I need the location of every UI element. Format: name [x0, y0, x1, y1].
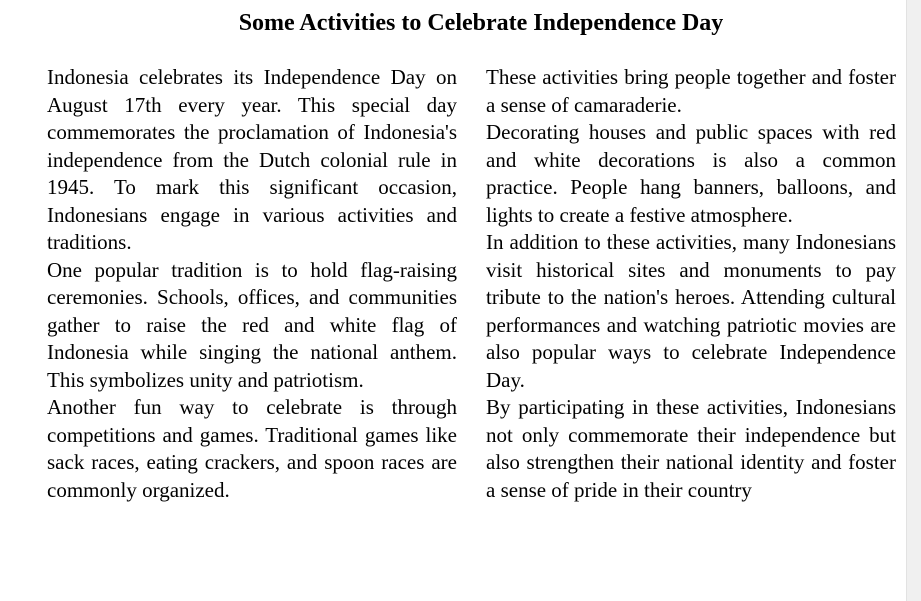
page-right-edge: [906, 0, 921, 601]
paragraph-historical-sites: In addition to these activities, many Indonesians visit historical sites and monuments to pay tribute to the nation's heroes. Attending cultural performances and watching patriotic movies are also popular ways to celebrate Independence Day.: [486, 230, 896, 392]
right-column: [486, 64, 896, 504]
paragraph-national-identity: By participating in these activities, Indonesians not only commemorate their independence but also strengthen their national identity and foster a sense of pride in their country: [486, 395, 896, 502]
paragraph-camaraderie: These activities bring people together and foster a sense of camaraderie.: [486, 65, 896, 117]
paragraph-flag-raising: One popular tradition is to hold flag-raising ceremonies. Schools, offices, and communities gather to raise the red and white flag of Indonesia while singing the national anthem. This symbolizes unity and patriotism.: [47, 257, 457, 392]
left-column: [47, 64, 457, 504]
paragraph-independence-intro: Indonesia celebrates its Independence Day on August 17th every year. This special day commemorates the proclamation of Indonesia's independence from the Dutch colonial rule in 1945. To mark this significant occasion, Indonesians engage in various activities and traditions.: [47, 65, 457, 254]
document-title: Some Activities to Celebrate Independence Day: [238, 10, 724, 36]
paragraph-competitions: Another fun way to celebrate is through competitions and games. Traditional games like sack races, eating crackers, and spoon races are commonly organized.: [47, 395, 457, 502]
paragraph-decorations: Decorating houses and public spaces with red and white decorations is also a common practice. People hang banners, balloons, and lights to create a festive atmosphere.: [486, 120, 896, 227]
